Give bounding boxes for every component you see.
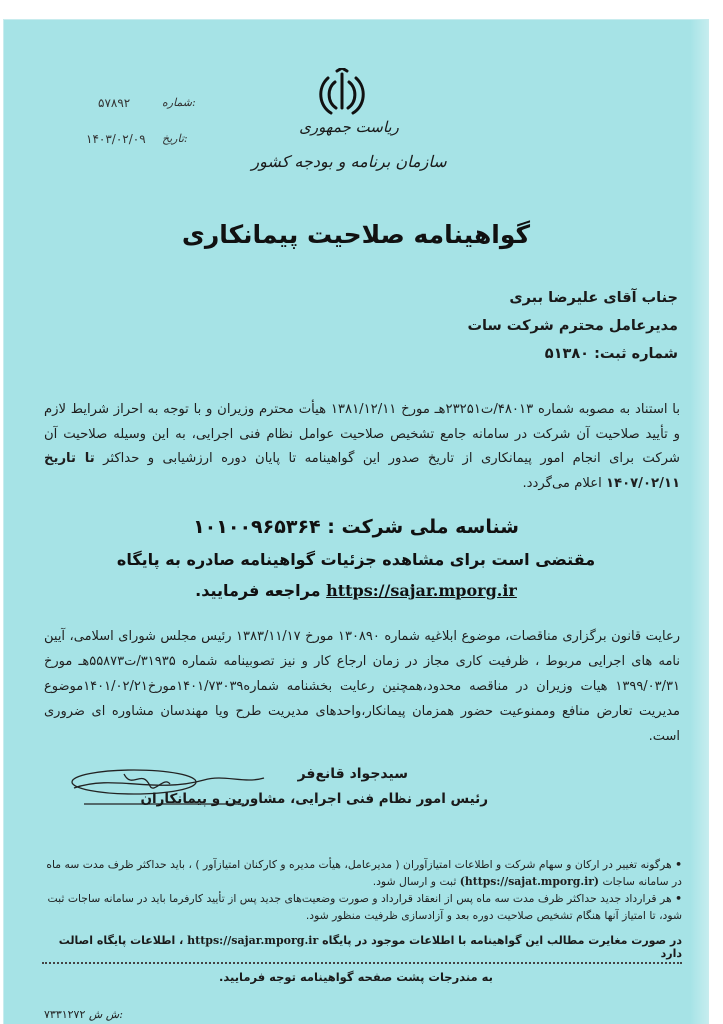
body-text: با استناد به مصوبه شماره ۴۸۰۱۳/ت۲۳۲۵۱هـ مورخ ۱۳۸۱/۱۲/۱۱ هیأت محترم وزیران و با توجه به احراز شرایط لازم و تأیید صلاحیت آن شرکت در سامانه جامع تشخیص صلاحیت عوامل نظام فنی اجرایی، به این وسیله صلاحیت آن شرکت برای انجام امور پیمانکاری از تاریخ صدور این گواهینامه تا پایان دوره ارزشیابی و حداکثر xyxy=(44,402,680,466)
serial-label: ش ش: xyxy=(88,1008,123,1021)
note-1: • هرگونه تغییر در ارکان و سهام شرکت و اطلاعات امتیازآوران ( مدیرعامل، هیأت مدیره و کارکنان امتیازآور ) ، باید حداکثر ظرف مدت سه ماه در سامانه ساجات (https://sajat.mporg.ir) ثبت و ارسال شود. xyxy=(46,858,682,888)
warning-text-b: ، اطلاعات پایگاه اصالت دارد xyxy=(58,934,682,960)
inquiry-line-2-end: مراجعه فرمایید. xyxy=(195,581,321,600)
back-page-note: به مندرجات پشت صفحه گواهینامه توجه فرمایید. xyxy=(219,970,493,984)
letter-number-value: ۵۷۸۹۲ xyxy=(98,96,131,110)
warning-link[interactable]: https://sajar.mporg.ir xyxy=(187,934,319,947)
letter-date-label: تاریخ: xyxy=(162,132,188,145)
note-2: • هر قرارداد جدید حداکثر ظرف مدت سه ماه پس از انعقاد قرارداد و صورت وضعیت‌های جدید پس از تأیید کارفرما باید در سامانه ساجات ثبت شود، تا امتیاز آنها هنگام تشخیص صلاحیت دوره بعد و آزادسازی ظرفیت منظور شود. xyxy=(47,892,682,922)
warning-text-a: در صورت مغایرت مطالب این گواهینامه با اطلاعات موجود در پایگاه xyxy=(322,934,682,947)
presidency-heading: ریاست جمهوری xyxy=(299,118,399,136)
certificate-page xyxy=(4,20,708,1024)
certificate-body xyxy=(44,398,680,496)
discrepancy-warning xyxy=(42,934,682,964)
note-1-text-b: ثبت و ارسال شود. xyxy=(372,875,457,888)
registration-value: ۵۱۳۸۰ xyxy=(544,346,590,362)
sajat-link[interactable]: (https://sajat.mporg.ir) xyxy=(459,875,599,888)
notes-block xyxy=(44,856,682,924)
letter-date-block xyxy=(84,132,194,148)
recipient-position: مدیرعامل محترم شرکت سات xyxy=(467,318,678,334)
inquiry-line-1: مقتضی است برای مشاهده جزئیات گواهینامه صادره به پایگاه xyxy=(116,550,596,569)
recipient-name: جناب آقای علیرضا ببری xyxy=(509,290,678,306)
sajar-link[interactable]: https://sajar.mporg.ir xyxy=(326,581,517,600)
letter-number-label: شماره: xyxy=(162,96,196,109)
body-end-text: اعلام می‌گردد. xyxy=(522,475,602,491)
organization-heading: سازمان برنامه و بودجه کشور xyxy=(251,152,447,171)
national-id-label: شناسه ملی شرکت : xyxy=(327,516,519,538)
note-2-text: هر قرارداد جدید حداکثر ظرف مدت سه ماه پس از انعقاد قرارداد و صورت وضعیت‌های جدید پس از تأیید کارفرما باید در سامانه ساجات ثبت شود، تا امتیاز آنها هنگام تشخیص صلاحیت دوره بعد و آزادسازی ظرفیت منظور شود. xyxy=(47,892,682,922)
validity-date: تا تاریخ ۱۴۰۷/۰۲/۱۱ xyxy=(44,451,680,491)
letter-date-value: ۱۴۰۳/۰۲/۰۹ xyxy=(86,132,146,146)
signer-title: رئیس امور نظام فنی اجرایی، مشاورین و پیمانکاران xyxy=(140,791,488,807)
national-id xyxy=(4,516,708,538)
certificate-title: گواهینامه صلاحیت پیمانکاری xyxy=(181,220,531,249)
iran-emblem-icon xyxy=(317,68,367,120)
inquiry-line-2 xyxy=(4,581,708,600)
national-id-value: ۱۰۱۰۰۹۶۵۳۶۴ xyxy=(193,516,321,538)
signer-name: سیدجواد قانع‌فر xyxy=(297,766,408,782)
registration-number xyxy=(278,346,678,362)
compliance-paragraph: رعایت قانون برگزاری مناقصات، موضوع ابلاغیه شماره ۱۳۰۸۹۰ مورخ ۱۳۸۳/۱۱/۱۷ رئیس مجلس شورای اسلامی، آیین نامه های اجرایی مربوط ، ظرفیت کاری مجاز در زمان ارجاع کار و نیز تصوبینامه شماره ۳۱۹۳۵/ت۵۵۸۷۳هـ مورخ ۱۳۹۹/۰۳/۳۱ هیات وزیران در مناقصه محدود،همچنین رعایت بخشنامه شماره۱۴۰۱/۷۳۰۳۹مورخ۱۴۰۱/۰۲/۲۱موضوع مدیریت تعارض منافع وممنوعیت حضور همزمان پیمانکار،واحدهای مدیریت طرح ویا مهندسان مشاوره ای ضروری است. xyxy=(44,629,680,744)
serial-number xyxy=(44,1008,123,1021)
letter-number-block xyxy=(84,96,194,112)
registration-label: شماره ثبت: xyxy=(594,346,678,362)
serial-value: ۷۳۳۱۲۷۲ xyxy=(44,1008,86,1021)
note-1-text-a: هرگونه تغییر در ارکان و سهام شرکت و اطلاعات امتیازآوران ( مدیرعامل، هیأت مدیره و کارکنان امتیازآور ) ، باید حداکثر ظرف مدت سه ماه در سامانه ساجات xyxy=(46,858,682,888)
